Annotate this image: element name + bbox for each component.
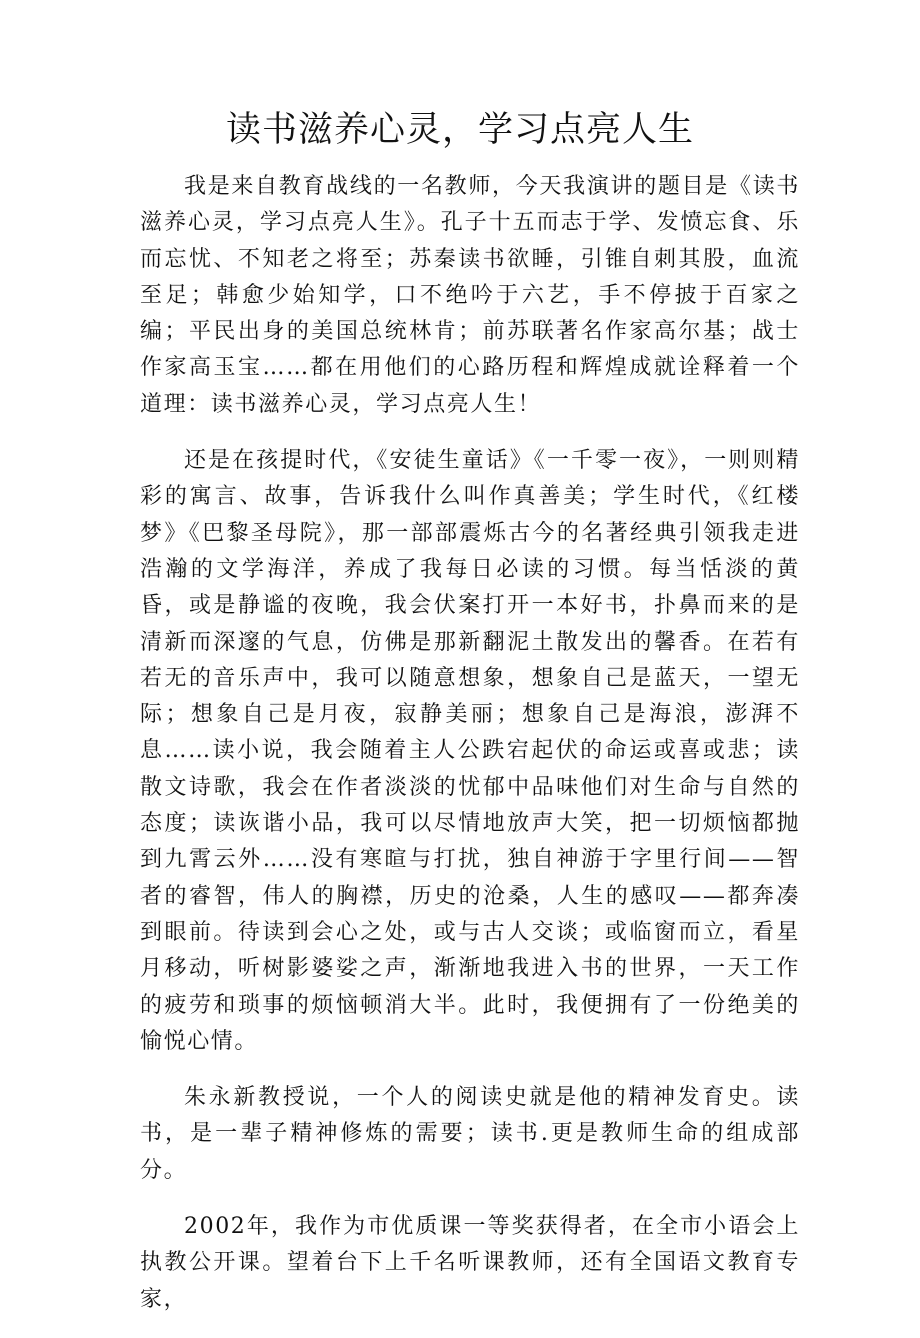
paragraph-2002-lesson: 2002年，我作为市优质课一等奖获得者，在全市小语会上执教公开课。望着台下上千名听课教师，还有全国语文教育专家，: [140, 1214, 800, 1312]
paragraph-intro: 我是来自教育战线的一名教师，今天我演讲的题目是《读书滋养心灵，学习点亮人生》。孔子十五而志于学、发愤忘食、乐而忘忧、不知老之将至；苏秦读书欲睡，引锥自刺其股，血流至足；韩愈少始知学，口不绝吟于六艺，手不停披于百家之编；平民出身的美国总统林肯；前苏联著名作家高尔基；战士作家高玉宝……都在用他们的心路历程和辉煌成就诠释着一个道理：读书滋养心灵，学习点亮人生！: [140, 174, 800, 417]
document-title: 读书滋养心灵，学习点亮人生: [225, 110, 694, 150]
paragraph-childhood-reading: 还是在孩提时代，《安徒生童话》《一千零一夜》，一则则精彩的寓言、故事，告诉我什么叫作真善美；学生时代，《红楼梦》《巴黎圣母院》，那一部部震烁古今的名著经典引领我走进浩瀚的文学海洋，养成了我每日必读的习惯。每当恬淡的黄昏，或是静谧的夜晚，我会伏案打开一本好书，扑鼻而来的是清新而深邃的气息，仿佛是那新翻泥土散发出的馨香。在若有若无的音乐声中，我可以随意想象，想象自己是蓝天，一望无际；想象自己是月夜，寂静美丽；想象自己是海浪，澎湃不息……读小说，我会随着主人公跌宕起伏的命运或喜或悲；读散文诗歌，我会在作者淡淡的忧郁中品味他们对生命与自然的态度；读诙谐小品，我可以尽情地放声大笑，把一切烦恼都抛到九霄云外……没有寒暄与打扰，独自神游于字里行间——智者的睿智，伟人的胸襟，历史的沧桑，人生的感叹——都奔凑到眼前。待读到会心之处，或与古人交谈；或临窗而立，看星月移动，听树影婆娑之声，渐渐地我进入书的世界，一天工作的疲劳和琐事的烦恼顿消大半。此时，我便拥有了一份绝美的愉悦心情。: [140, 448, 800, 1054]
document-body: [140, 169, 800, 1338]
paragraph-quote-zhu-yongxin: 朱永新教授说，一个人的阅读史就是他的精神发育史。读书，是一辈子精神修炼的需要；读书.更是教师生命的组成部分。: [140, 1085, 800, 1183]
